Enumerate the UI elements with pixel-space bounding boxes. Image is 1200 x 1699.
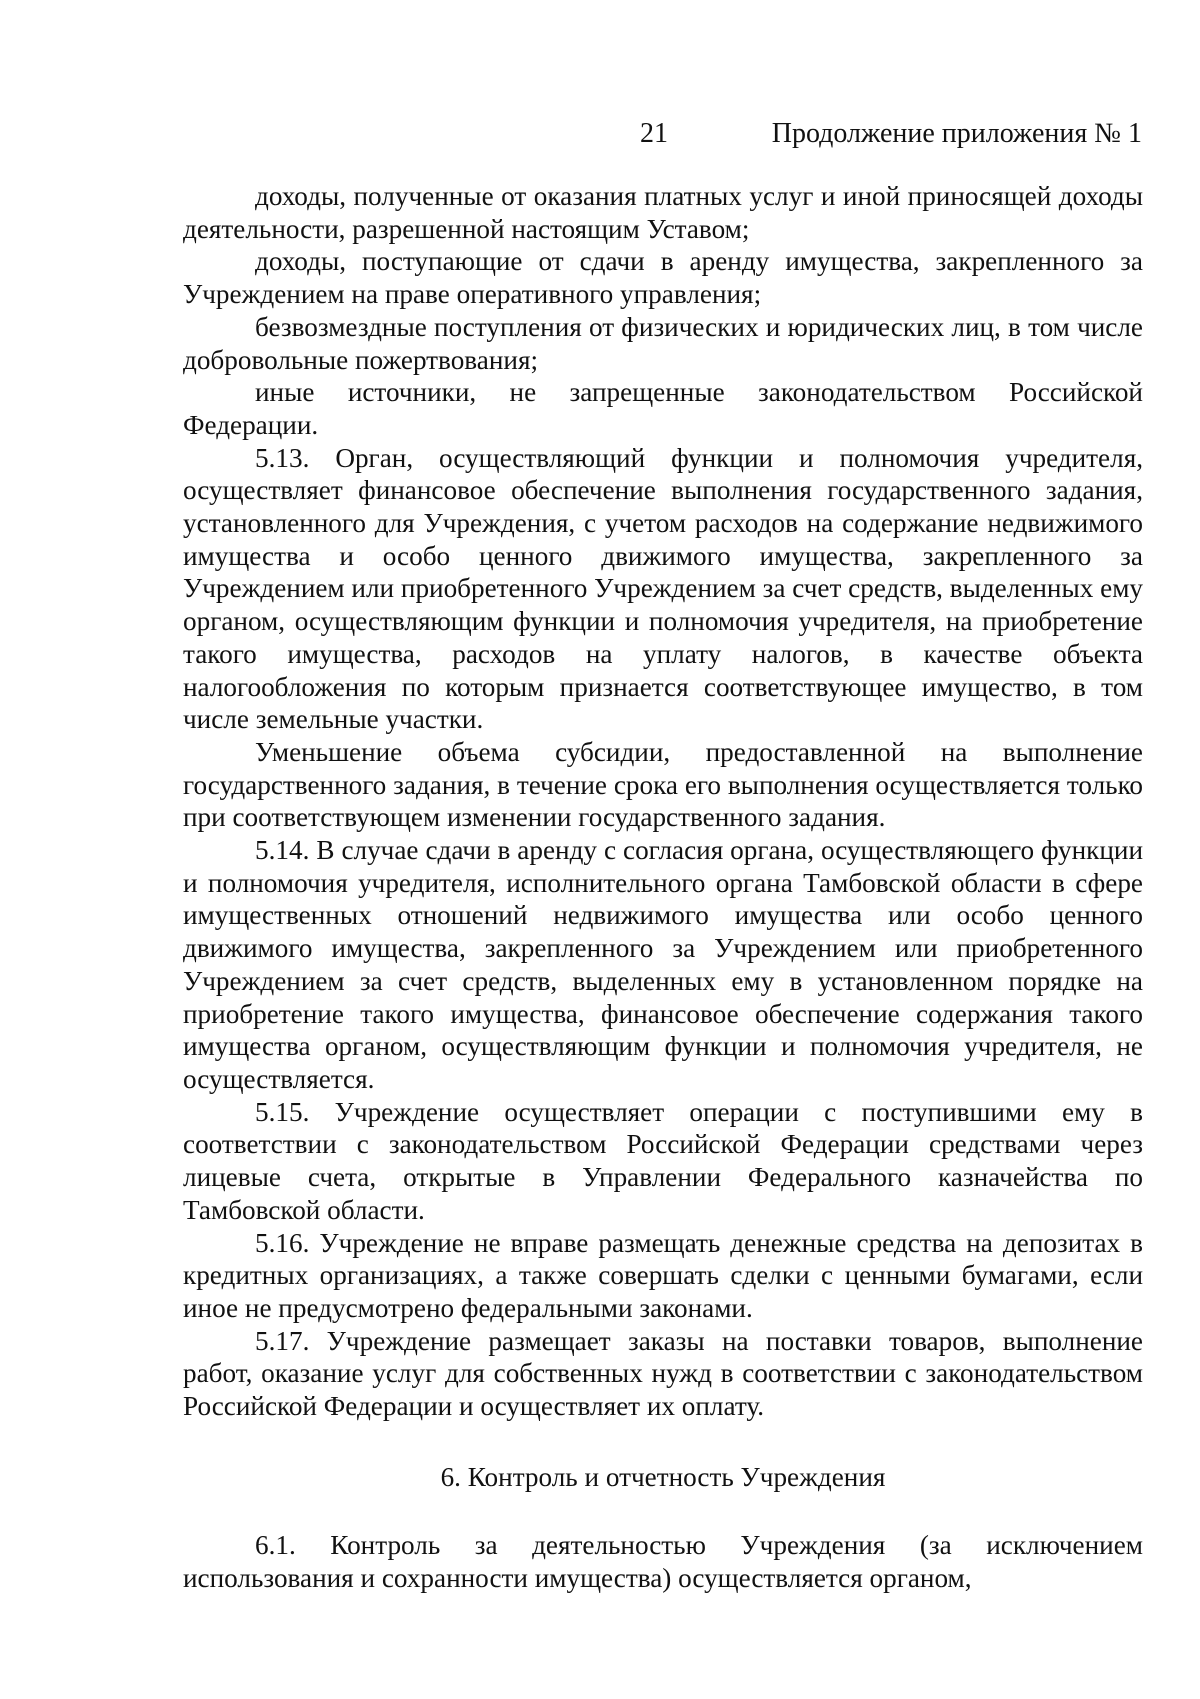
document-body (183, 180, 1143, 1595)
paragraph-5-17: 5.17. Учреждение размещает заказы на поставки товаров, выполнение работ, оказание услуг для собственных нужд в соответствии с законодательством Российской Федерации и осуществляет их оплату. (183, 1325, 1143, 1422)
paragraph-income-paid-services: доходы, полученные от оказания платных услуг и иной приносящей доходы деятельности, разрешенной настоящим Уставом; (183, 181, 1143, 244)
paragraph-gratuitous-receipts: безвозмездные поступления от физических и юридических лиц, в том числе добровольные пожертвования; (183, 311, 1143, 375)
paragraph-subsidy-reduction: Уменьшение объема субсидии, предоставленной на выполнение государственного задания, в течение срока его выполнения осуществляется только при соответствующем изменении государственного задания. (183, 736, 1143, 833)
paragraph-income-rent: доходы, поступающие от сдачи в аренду имущества, закрепленного за Учреждением на праве оперативного управления; (183, 246, 1143, 310)
page-header (0, 114, 1200, 154)
section-title: 6. Контроль и отчетность Учреждения (440, 1461, 886, 1492)
paragraph-5-15: 5.15. Учреждение осуществляет операции с поступившими ему в соответствии с законодательством Российской Федерации средствами через лицевые счета, открытые в Управлении Федерального казначейства по Тамбовской области. (183, 1096, 1143, 1225)
paragraph-5-13: 5.13. Орган, осуществляющий функции и полномочия учредителя, осуществляет финансовое обеспечение выполнения государственного задания, установленного для Учреждения, с учетом расходов на содержание недвижимого имущества и особо ценного движимого имущества, закрепленного за Учреждением или приобретенного Учреждением за счет средств, выделенных ему органом, осуществляющим функции и полномочия учредителя, на приобретение такого имущества, расходов на уплату налогов, в качестве объекта налогообложения по которым признается соответствующее имущество, в том числе земельные участки. (183, 442, 1144, 735)
paragraph-other-sources: иные источники, не запрещенные законодательством Российской Федерации. (183, 377, 1143, 440)
paragraph-5-16: 5.16. Учреждение не вправе размещать денежные средства на депозитах в кредитных организациях, а также совершать сделки с ценными бумагами, если иное не предусмотрено федеральными законами. (183, 1227, 1143, 1323)
appendix-continuation-label: Продолжение приложения № 1 (771, 118, 1142, 149)
paragraph-6-1: 6.1. Контроль за деятельностью Учреждения (за исключением использования и сохранности имущества) осуществляется органом, (183, 1530, 1143, 1594)
paragraph-5-14: 5.14. В случае сдачи в аренду с согласия органа, осуществляющего функции и полномочия учредителя, исполнительного органа Тамбовской области в сфере имущественных отношений недвижимого имущества или особо ценного движимого имущества, закрепленного за Учреждением или приобретенного Учреждением за счет средств, выделенных ему в установленном порядке на приобретение такого имущества, финансовое обеспечение содержания такого имущества органом, осуществляющим функции и полномочия учредителя, не осуществляется. (183, 835, 1143, 1094)
page-number: 21 (640, 118, 668, 149)
